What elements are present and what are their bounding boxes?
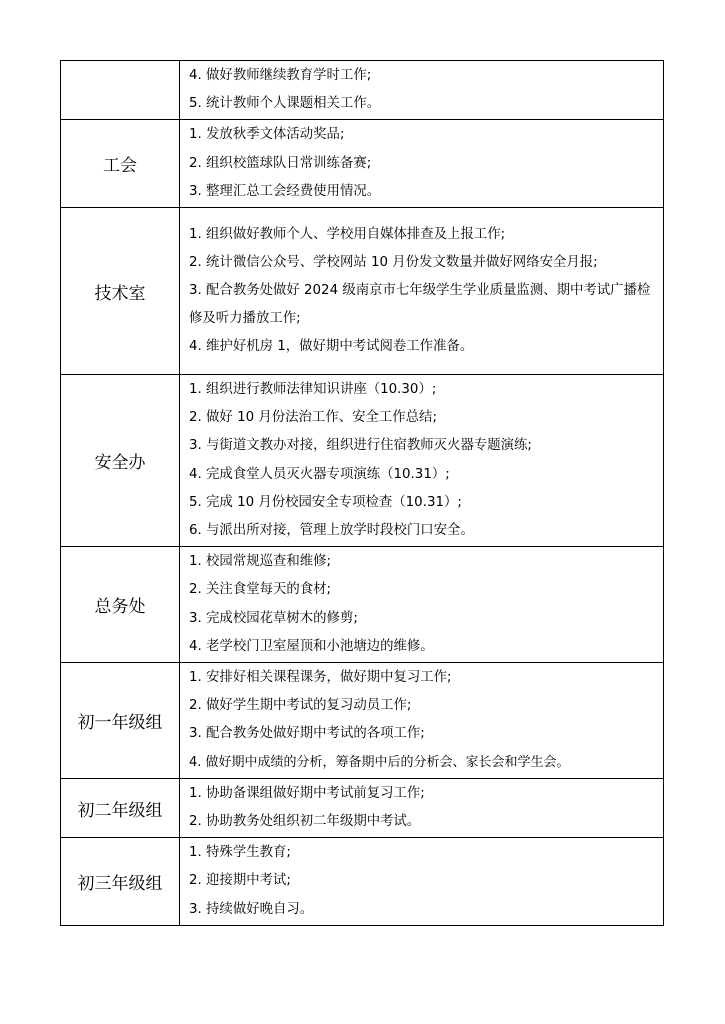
task-item: 4. 老学校门卫室屋顶和小池塘边的维修。 [189, 638, 434, 654]
tasks-cell [180, 547, 664, 663]
task-item: 5. 统计教师个人课题相关工作。 [189, 96, 381, 112]
task-item: 4. 做好期中成绩的分析，筹备期中后的分析会、家长会和学生会。 [189, 754, 570, 770]
task-item: 3. 配合教务处做好期中考试的各项工作; [189, 726, 425, 742]
tasks-cell [180, 375, 664, 547]
task-item: 3. 整理汇总工会经费使用情况。 [189, 183, 381, 199]
department-cell: 总务处 [61, 547, 180, 663]
task-item: 2. 协助教务处组织初二年级期中考试。 [189, 814, 421, 830]
department-cell: 技术室 [61, 208, 180, 375]
tasks-cell [180, 61, 664, 120]
task-item: 1. 特殊学生教育; [189, 845, 291, 861]
task-item: 1. 组织进行教师法律知识讲座（10.30）; [189, 382, 437, 398]
task-item: 1. 校园常规巡查和维修; [189, 554, 332, 570]
task-item: 4. 做好教师继续教育学时工作; [189, 68, 372, 83]
department-cell: 初二年级组 [61, 778, 180, 837]
table-row [61, 663, 664, 779]
task-item: 6. 与派出所对接，管理上放学时段校门口安全。 [189, 523, 474, 539]
tasks-cell [180, 120, 664, 208]
department-cell [61, 61, 180, 120]
table-row [61, 838, 664, 926]
task-item: 3. 与街道文教办对接，组织进行住宿教师灭火器专题演练; [189, 438, 532, 454]
task-item: 1. 组织做好教师个人、学校用自媒体排查及上报工作; [189, 226, 506, 242]
task-item: 2. 迎接期中考试; [189, 873, 291, 889]
table-row [61, 778, 664, 837]
work-plan-table [60, 60, 664, 926]
task-item: 5. 完成 10 月份校园安全专项检查（10.31）; [189, 494, 462, 510]
task-item: 4. 完成食堂人员灭火器专项演练（10.31）; [189, 466, 450, 482]
department-cell: 初三年级组 [61, 838, 180, 926]
task-item: 4. 维护好机房 1，做好期中考试阅卷工作准备。 [189, 339, 474, 355]
task-item: 1. 安排好相关课程课务，做好期中复习工作; [189, 670, 452, 686]
department-cell: 工会 [61, 120, 180, 208]
table-row [61, 208, 664, 375]
tasks-cell [180, 208, 664, 375]
tasks-cell [180, 778, 664, 837]
task-item: 1. 协助备课组做好期中考试前复习工作; [189, 785, 425, 801]
table-row [61, 61, 664, 120]
task-item: 1. 发放秋季文体活动奖品; [189, 127, 345, 143]
task-item: 2. 做好学生期中考试的复习动员工作; [189, 698, 412, 714]
table-row [61, 547, 664, 663]
table-row [61, 375, 664, 547]
department-cell: 初一年级组 [61, 663, 180, 779]
task-item: 3. 完成校园花草树木的修剪; [189, 610, 358, 626]
tasks-cell [180, 663, 664, 779]
task-item: 2. 做好 10 月份法治工作、安全工作总结; [189, 410, 437, 426]
department-cell: 安全办 [61, 375, 180, 547]
task-item: 3. 配合教务处做好 2024 级南京市七年级学生学业质量监测、期中考试广播检修及听力播放工作; [189, 282, 651, 327]
task-item: 2. 组织校篮球队日常训练备赛; [189, 155, 372, 171]
task-item: 2. 统计微信公众号、学校网站 10 月份发文数量并做好网络安全月报; [189, 254, 598, 270]
task-item: 3. 持续做好晚自习。 [189, 901, 314, 917]
tasks-cell [180, 838, 664, 926]
task-item: 2. 关注食堂每天的食材; [189, 582, 332, 598]
table-row [61, 120, 664, 208]
